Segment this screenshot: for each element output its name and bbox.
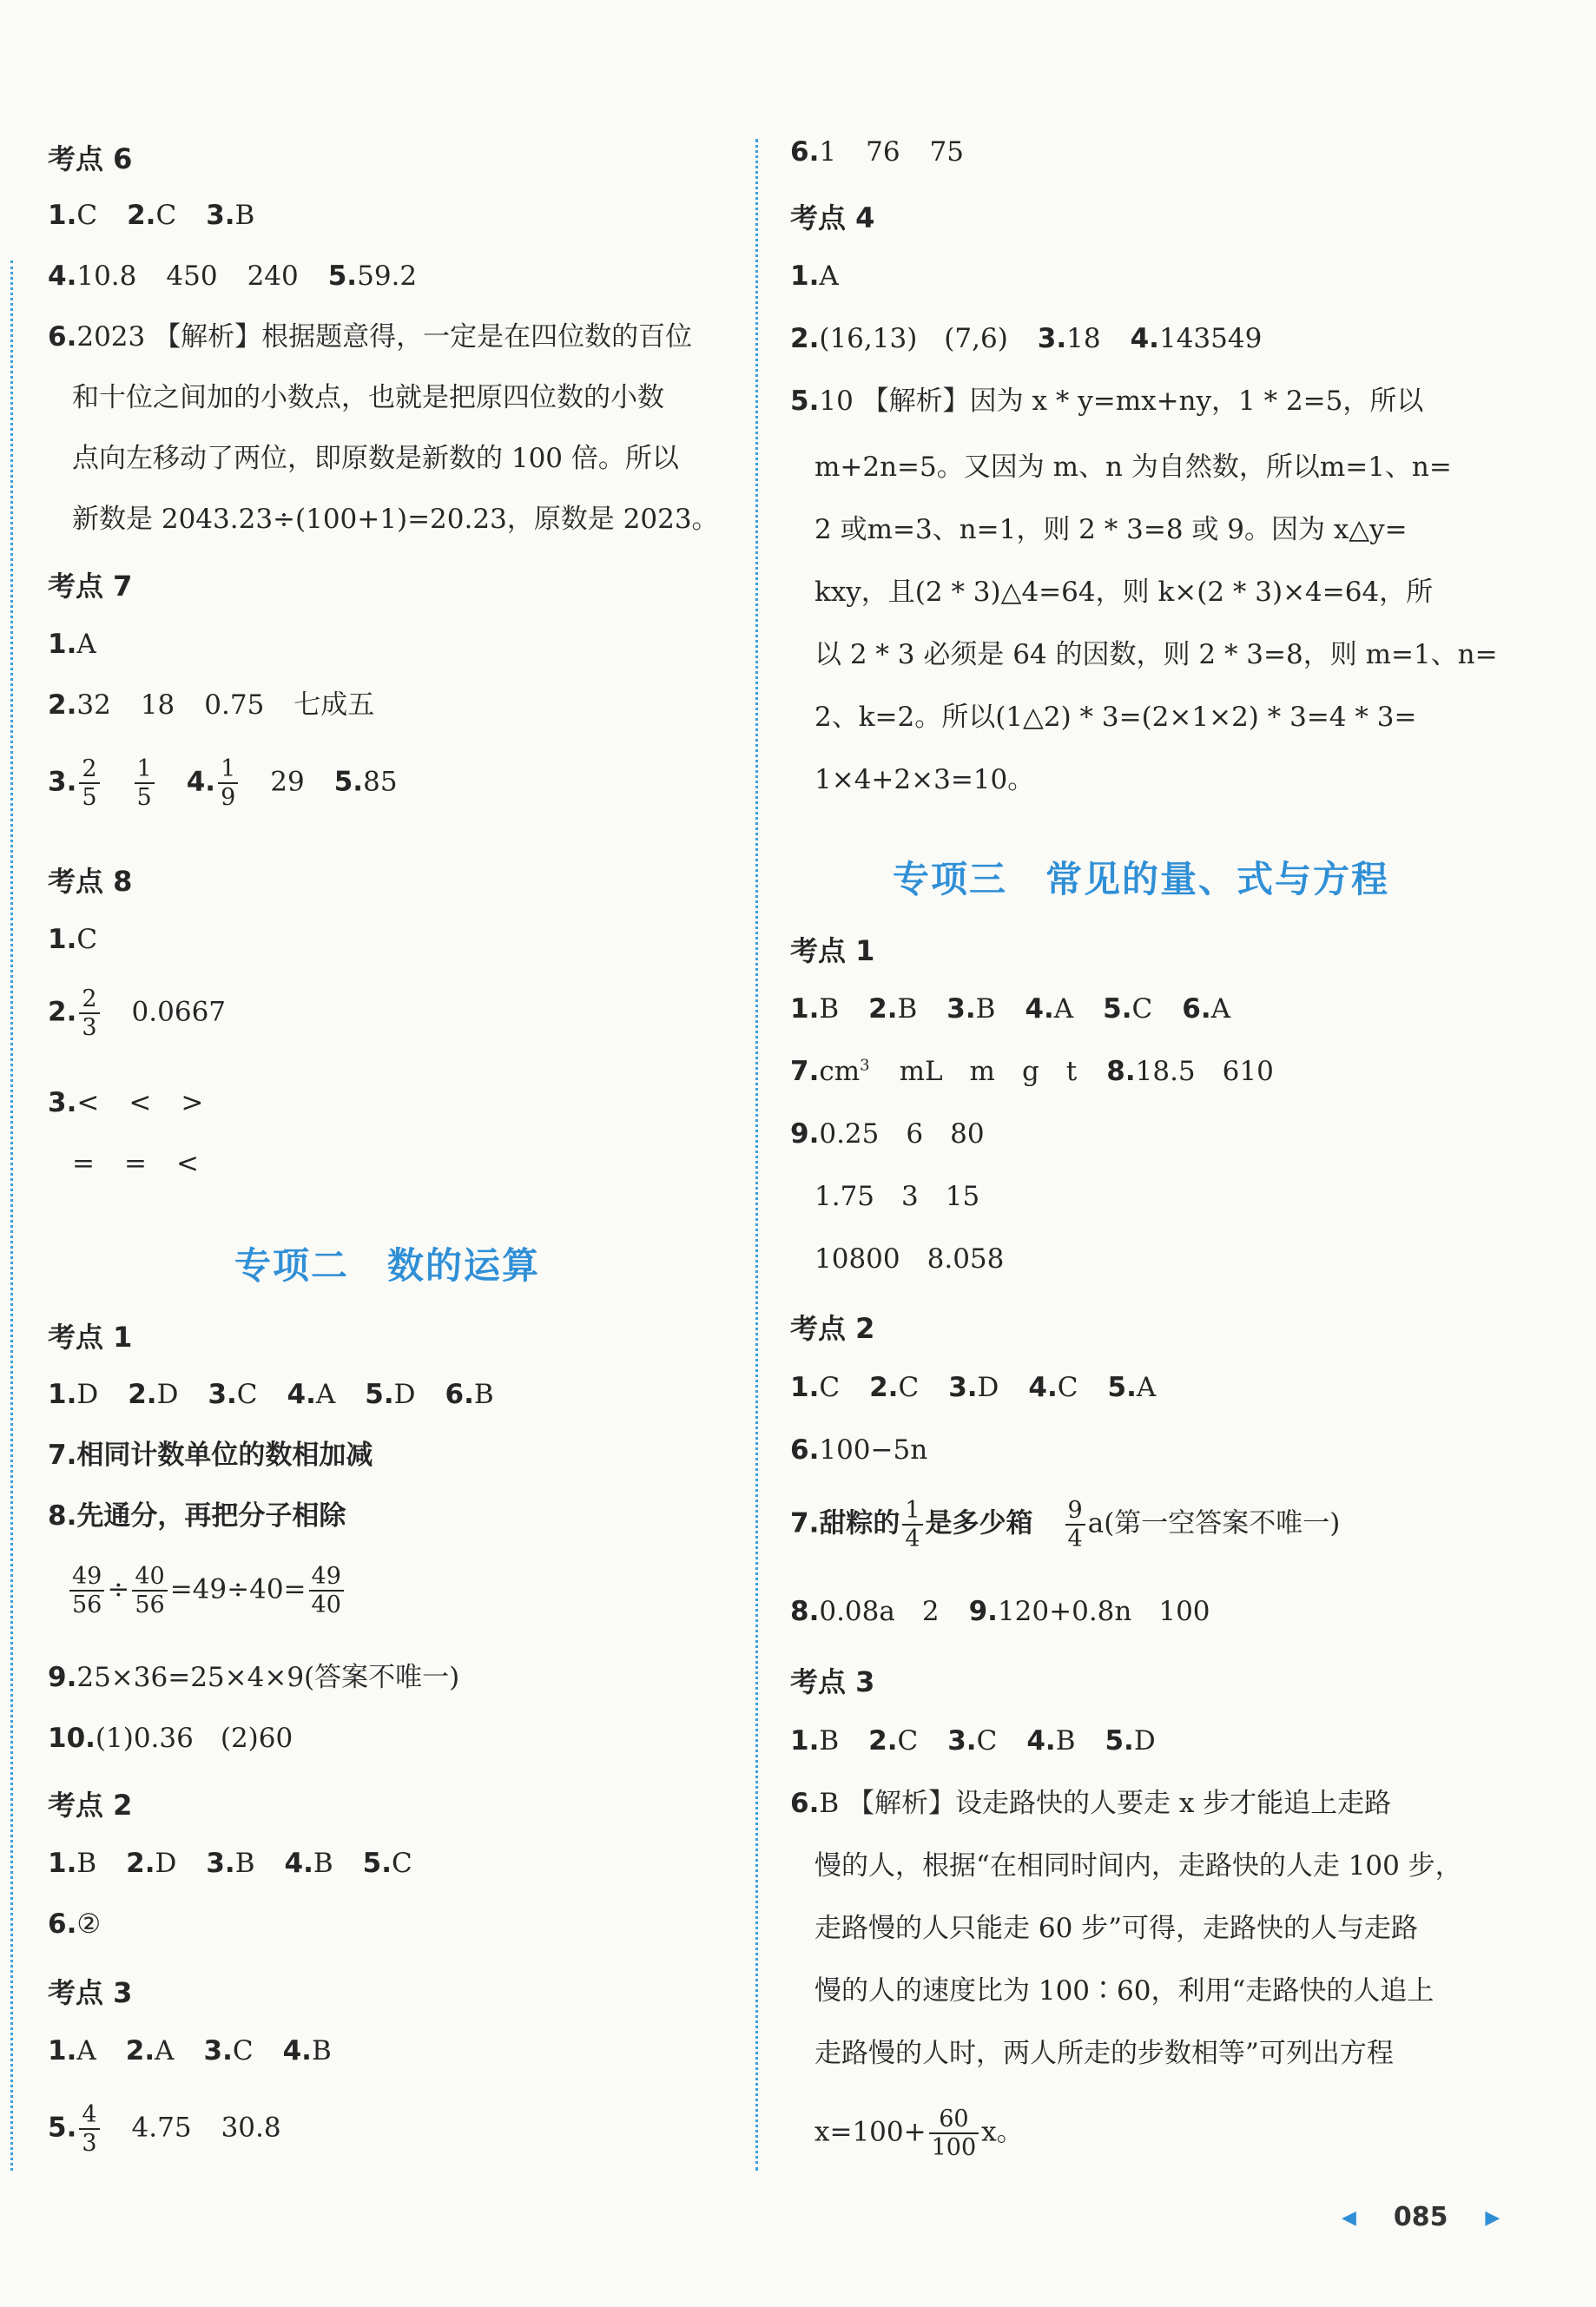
answer-line: 6.100−5n [790, 1434, 928, 1466]
fraction: $\frac{1}{4}$ [902, 1497, 922, 1552]
fraction: $\frac{9}{4}$ [1065, 1497, 1085, 1552]
answer-line-fractions: $\frac{49}{56}$ ÷ $\frac{40}{56}$ =49÷40= $\frac{49}{40}$ [67, 1563, 346, 1618]
heading-kaodian-8: 考点 8 [48, 865, 133, 898]
answer-line-fractions: x=100+ $\frac{60}{100}$ x。 [814, 2106, 1024, 2162]
answer-line: 1.A [790, 260, 839, 292]
answer-line: $7.cm^3$ mL m g t 8.18.5 610 [790, 1056, 1274, 1087]
answer-line: 1.B 2.C 3.C 4.B 5.D [790, 1725, 1156, 1757]
heading-kaodian-4: 考点 4 [790, 201, 875, 234]
heading-kaodian-3: 考点 3 [790, 1665, 875, 1698]
explanation-line: 以 2 * 3 必须是 64 的因数，则 2 * 3=8，则 m=1、n= [814, 639, 1498, 670]
answer-line: = = < [72, 1148, 199, 1179]
explanation-line: 慢的人的速度比为 100∶60，利用“走路快的人追上 [814, 1975, 1434, 2007]
fraction: $\frac{1}{5}$ [135, 755, 155, 811]
fraction: $\frac{49}{40}$ [309, 1563, 344, 1618]
answer-line: 1.B 2.D 3.B 4.B 5.C [48, 1848, 412, 1879]
prev-page-icon[interactable]: ◀ [1342, 2207, 1356, 2229]
explanation-line: 慢的人，根据“在相同时间内，走路快的人走 100 步， [814, 1850, 1462, 1882]
answer-line: 1.C [48, 924, 98, 955]
fraction: $\frac{49}{56}$ [69, 1563, 104, 1618]
page-footer [1342, 2202, 1500, 2232]
answer-line: 10800 8.058 [814, 1243, 1005, 1275]
section-title-2: 专项二 数的运算 [234, 1244, 541, 1287]
answer-line: 1.A 2.A 3.C 4.B [48, 2035, 332, 2066]
explanation-line: 走路慢的人时，两人所走的步数相等”可列出方程 [814, 2038, 1394, 2069]
answer-line: 5.10 【解析】因为 x * y=mx+ny，1 * 2=5，所以 [790, 386, 1424, 417]
heading-kaodian-7: 考点 7 [48, 570, 133, 603]
answer-line: 6.2023 【解析】根据题意得，一定是在四位数的百位 [48, 321, 693, 353]
answer-line: 7.相同计数单位的数相加减 [48, 1440, 373, 1471]
heading-kaodian-3: 考点 3 [48, 1976, 133, 2009]
answer-line: 1.C 2.C 3.D 4.C 5.A [790, 1372, 1157, 1403]
fraction: $\frac{40}{56}$ [132, 1563, 167, 1618]
heading-kaodian-6: 考点 6 [48, 142, 133, 175]
fraction: $\frac{2}{5}$ [79, 755, 99, 811]
answer-line-fractions: 5. $\frac{4}{3}$ 4.75 30.8 [48, 2101, 281, 2158]
answer-line: 2.(16,13) (7,6) 3.18 4.143549 [790, 323, 1263, 354]
answer-line: 1.C 2.C 3.B [48, 200, 255, 231]
explanation-line: kxy，且(2 * 3)△4=64，则 k×(2 * 3)×4=64，所 [814, 577, 1434, 608]
fraction: $\frac{60}{100}$ [929, 2106, 979, 2161]
answer-line-fractions: 2. $\frac{2}{3}$ 0.0667 [48, 985, 227, 1042]
answer-line: 9.25×36=25×4×9(答案不唯一) [48, 1662, 460, 1693]
fraction: $\frac{2}{3}$ [79, 985, 99, 1041]
answer-line: 8.0.08a 2 9.120+0.8n 100 [790, 1596, 1210, 1627]
explanation-line: 2 或m=3、n=1，则 2 * 3=8 或 9。因为 x△y= [814, 514, 1408, 545]
fraction: $\frac{1}{9}$ [218, 755, 238, 811]
explanation-line: 1×4+2×3=10。 [814, 764, 1035, 795]
heading-kaodian-2: 考点 2 [48, 1789, 133, 1822]
explanation-line: 走路慢的人只能走 60 步”可得，走路快的人与走路 [814, 1913, 1419, 1944]
answer-line: 6.1 76 75 [790, 136, 964, 168]
answer-line: 1.B 2.B 3.B 4.A 5.C 6.A [790, 993, 1231, 1025]
section-title-3: 专项三 常见的量、式与方程 [893, 858, 1390, 900]
heading-kaodian-1: 考点 1 [790, 934, 875, 967]
answer-line: 4.10.8 450 240 5.59.2 [48, 260, 418, 292]
answer-line-fractions: 7.甜粽的 $\frac{1}{4}$ 是多少箱 $\frac{9}{4}$ a(第一空答案不唯一) [790, 1497, 1341, 1553]
explanation-line: 点向左移动了两位，即原数是新数的 100 倍。所以 [72, 443, 679, 474]
explanation-line: m+2n=5。又因为 m、n 为自然数，所以m=1、n= [814, 452, 1452, 483]
heading-kaodian-2: 考点 2 [790, 1312, 875, 1345]
answer-line: 3.< < > [48, 1087, 204, 1118]
answer-line: 1.A [48, 629, 96, 660]
page-number: 085 [1393, 2202, 1448, 2232]
next-page-icon[interactable]: ▶ [1485, 2207, 1500, 2229]
left-margin-dots [10, 260, 13, 2171]
fraction: $\frac{4}{3}$ [79, 2101, 99, 2157]
answer-line: 1.75 3 15 [814, 1181, 980, 1212]
answer-line: 9.0.25 6 80 [790, 1118, 985, 1150]
answer-line-fractions: 3. $\frac{2}{5}$ $\frac{1}{5}$ 4. $\frac{1}{9}$ 29 5.85 [48, 755, 398, 812]
explanation-line: 和十位之间加的小数点，也就是把原四位数的小数 [72, 382, 664, 413]
explanation-line: 新数是 2043.23÷(100+1)=20.23，原数是 2023。 [72, 504, 719, 535]
answer-line: 10.(1)0.36 (2)60 [48, 1723, 293, 1754]
answer-line: 6.B 【解析】设走路快的人要走 x 步才能追上走路 [790, 1788, 1392, 1819]
answer-line: 6.② [48, 1908, 102, 1940]
answer-line: 1.D 2.D 3.C 4.A 5.D 6.B [48, 1379, 494, 1410]
answer-line: 8.先通分，再把分子相除 [48, 1500, 346, 1532]
heading-kaodian-1: 考点 1 [48, 1321, 133, 1354]
explanation-line: 2、k=2。所以(1△2) * 3=(2×1×2) * 3=4 * 3= [814, 702, 1417, 733]
right-column [790, 0, 1502, 2307]
left-column [48, 0, 760, 2307]
answer-line: 2.32 18 0.75 七成五 [48, 689, 375, 721]
